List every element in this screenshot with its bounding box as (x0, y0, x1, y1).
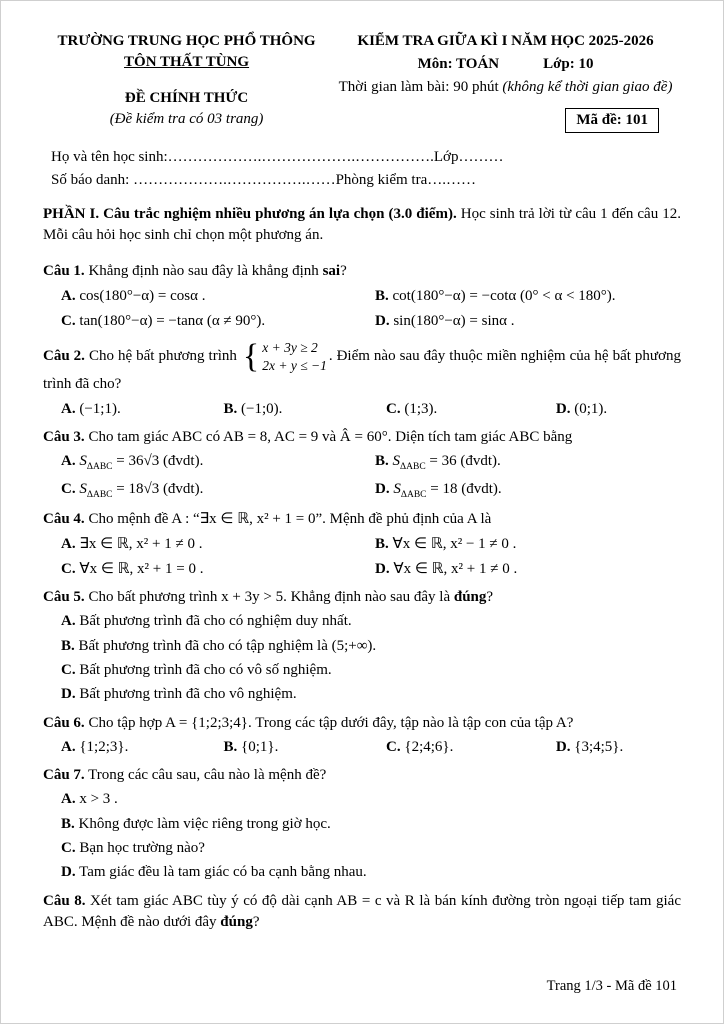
question-2-stem (43, 339, 681, 395)
time-main: Thời gian làm bài: 90 phút (338, 78, 503, 95)
option-a[interactable]: A. x > 3 . (61, 791, 118, 808)
question-5 (43, 587, 681, 705)
option-b[interactable]: B. $S_{\Delta ABC} = 36$ (đvdt). (375, 453, 501, 473)
grade-label: Lớp: 10 (543, 56, 594, 73)
system-line-2: 2x + y ≤ −1 (262, 357, 327, 373)
option-a[interactable]: A. ∃x ∈ ℝ, x² + 1 ≠ 0 . (61, 535, 203, 552)
question-text-end: . Điểm nào sau đây thuộc miền nghiệm của hệ bất phương trình đã cho? (43, 348, 681, 393)
part1-title: PHẦN I. Câu trắc nghiệm nhiều phương án lựa chọn (3.0 điểm). (43, 205, 457, 222)
question-text-end: ? (486, 589, 494, 606)
header-school-block (43, 31, 330, 133)
option-b[interactable]: B. Bất phương trình đã cho có tập nghiệm là (5;+∞). (61, 637, 377, 654)
option-c[interactable]: C. $S_{\Delta ABC} = 18√3$ (đvdt). (61, 480, 204, 500)
question-2-options (61, 399, 681, 420)
option-c[interactable]: C. Bất phương trình đã cho có vô số nghiệm. (61, 662, 332, 678)
student-name-line: Họ và tên học sinh:……………….……………….…………….Lớp……… (51, 149, 504, 166)
question-text: Cho tập hợp A = {1;2;3;4}. Trong các tập dưới đây, tập nào là tập con của tập A? (88, 714, 574, 731)
question-6 (43, 713, 681, 759)
option-b[interactable]: B. Không được làm việc riêng trong giờ học. (61, 815, 331, 832)
system-line-1: x + 3y ≥ 2 (262, 340, 318, 356)
option-c[interactable]: C. {2;4;6}. (386, 738, 454, 755)
question-4-options (61, 534, 681, 581)
header-exam-block (330, 31, 681, 133)
question-5-stem (43, 587, 681, 608)
question-1 (43, 261, 681, 332)
option-b[interactable]: B. cot(180°−α) = −cotα (0° < α < 180°). (375, 287, 616, 304)
question-text: Khẳng định nào sau đây là khẳng định (88, 263, 323, 280)
question-1-options (61, 286, 681, 333)
option-d[interactable]: D. ∀x ∈ ℝ, x² + 1 ≠ 0 . (375, 560, 518, 577)
header (43, 31, 681, 133)
option-d[interactable]: D. sin(180°−α) = sinα . (375, 312, 515, 329)
question-label: Câu 1. (43, 263, 85, 280)
question-text: Cho hệ bất phương trình (88, 348, 241, 365)
question-label: Câu 7. (43, 767, 85, 784)
question-text: Trong các câu sau, câu nào là mệnh đề? (88, 767, 327, 784)
exam-code-badge: Mã đề: 101 (565, 108, 659, 133)
option-a[interactable]: A. $S_{\Delta ABC} = 36√3$ (đvdt). (61, 453, 204, 473)
question-label: Câu 8. (43, 892, 86, 909)
subject-label: Môn: TOÁN (417, 56, 500, 73)
question-label: Câu 2. (43, 348, 85, 365)
option-a[interactable]: A. (−1;1). (61, 400, 121, 417)
option-b[interactable]: B. {0;1}. (223, 738, 279, 755)
page-footer: Trang 1/3 - Mã đề 101 (546, 978, 677, 995)
question-label: Câu 4. (43, 511, 85, 528)
option-d[interactable]: D. $S_{\Delta ABC} = 18$ (đvdt). (375, 480, 502, 500)
option-b[interactable]: B. (−1;0). (223, 400, 283, 417)
question-text: Cho bất phương trình x + 3y > 5. Khẳng định nào sau đây là (88, 589, 454, 606)
question-3-stem (43, 427, 681, 448)
question-6-stem (43, 713, 681, 734)
question-text-bold: đúng (220, 913, 253, 930)
question-text: Cho tam giác ABC có AB = 8, AC = 9 và Â = 60°. Diện tích tam giác ABC bằng (88, 428, 573, 445)
option-c[interactable]: C. ∀x ∈ ℝ, x² + 1 = 0 . (61, 560, 204, 577)
option-d[interactable]: D. Bất phương trình đã cho vô nghiệm. (61, 686, 297, 703)
official-exam-label: ĐỀ CHÍNH THỨC (124, 89, 249, 106)
question-7-stem (43, 765, 681, 786)
option-a[interactable]: A. Bất phương trình đã cho có nghiệm duy nhất. (61, 613, 352, 630)
inequality-system (243, 339, 327, 374)
question-label: Câu 5. (43, 589, 85, 606)
option-a[interactable]: A. {1;2;3}. (61, 738, 129, 755)
part1-heading (43, 204, 681, 247)
student-id-line: Số báo danh: ……………….…………….……Phòng kiểm tra….…… (51, 172, 476, 189)
question-1-stem (43, 261, 681, 282)
question-2 (43, 339, 681, 420)
question-4 (43, 509, 681, 580)
part1-desc: Học sinh trả lời từ câu 1 đến câu 12. Mỗi câu hỏi học sinh chỉ chọn một phương án. (43, 205, 682, 244)
school-name-line1: TRƯỜNG TRUNG HỌC PHỔ THÔNG (57, 33, 316, 49)
option-d[interactable]: D. {3;4;5}. (555, 738, 624, 755)
question-text: Cho mệnh đề A : “∃x ∈ ℝ, x² + 1 = 0”. Mệnh đề phủ định của A là (88, 511, 492, 528)
school-name-line2: TÔN THẤT TÙNG (124, 54, 250, 71)
option-c[interactable]: C. (1;3). (386, 400, 438, 417)
time-line (330, 77, 681, 98)
option-a[interactable]: A. cos(180°−α) = cosα . (61, 287, 206, 304)
question-label: Câu 6. (43, 714, 85, 731)
question-4-stem (43, 509, 681, 530)
option-b[interactable]: B. ∀x ∈ ℝ, x² − 1 ≠ 0 . (375, 535, 517, 552)
question-7-options (61, 789, 681, 883)
question-5-options (61, 611, 681, 705)
question-8 (43, 891, 681, 934)
question-7 (43, 765, 681, 883)
question-text-bold: đúng (453, 589, 487, 606)
subject-grade-line (330, 54, 681, 75)
option-d[interactable]: D. Tam giác đều là tam giác có ba cạnh bằng nhau. (61, 864, 367, 881)
question-text-end: ? (340, 263, 347, 280)
question-text-bold: sai (322, 263, 341, 280)
question-3 (43, 427, 681, 502)
option-c[interactable]: C. Bạn học trường nào? (61, 840, 205, 857)
option-d[interactable]: D. (0;1). (555, 400, 608, 417)
question-label: Câu 3. (43, 428, 85, 445)
left-brace: { (242, 337, 260, 375)
question-text-end: ? (252, 913, 260, 930)
exam-code-row (330, 108, 681, 133)
time-note: (không kể thời gian giao đề) (502, 78, 673, 95)
question-text: Xét tam giác ABC tùy ý có độ dài cạnh AB = c và R là bán kính đường tròn ngoại tiếp tam giác ABC. Mệnh đề nào dưới đây (43, 892, 681, 930)
pages-note: (Đề kiểm tra có 03 trang) (109, 110, 264, 127)
question-6-options (61, 737, 681, 758)
question-3-options (61, 451, 681, 502)
option-c[interactable]: C. tan(180°−α) = −tanα (α ≠ 90°). (61, 312, 266, 329)
question-8-stem (43, 891, 681, 934)
exam-title: KIỂM TRA GIỮA KÌ I NĂM HỌC 2025-2026 (357, 33, 654, 49)
student-info (43, 147, 681, 192)
